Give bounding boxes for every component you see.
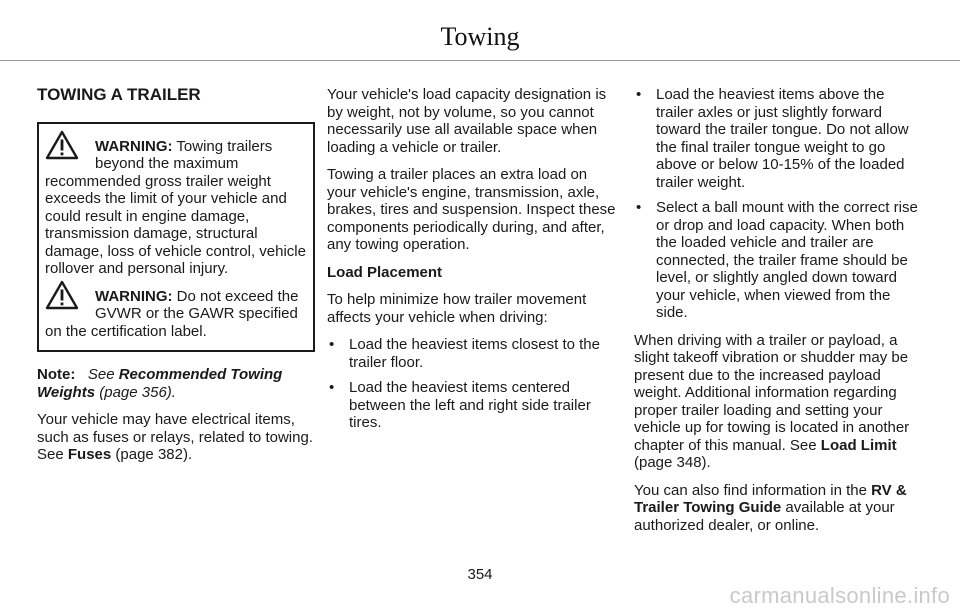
fuses-page-ref: (page 382). [115,446,193,463]
load-guidelines-list [634,86,924,322]
extra-load-paragraph: Towing a trailer places an extra load on your vehicle's engine, transmission, axle, brakes, tires and suspension. Inspect these components periodically during, and after, any towing operation. [327,166,616,253]
list-item: • Load the heaviest items centered between the left and right side trailer tires. [327,379,618,432]
rv-guide-suffix: available at your authorized dealer, or online. [634,499,895,534]
note-label: Note: [37,366,76,383]
page-number: 354 [467,566,493,583]
link-load-limit[interactable]: Load Limit [820,436,897,454]
rv-trailer-towing-guide: RV & Trailer Towing Guide [634,481,907,516]
warning-triangle-icon [45,130,95,158]
vibration-text: When driving with a trailer or payload, a slight takeoff vibration or shudder may be present due to the increased payload weight. Additional information regarding proper trailer loading and setting your vehicle up for towing is located in another chapter of this manual. See [634,331,910,454]
minimize-movement-paragraph: To help minimize how trailer movement affects your vehicle when driving: [327,291,587,326]
note-paragraph [37,366,315,401]
section-title: TOWING A TRAILER [37,85,201,104]
warning-1-lead: Towing trailers [176,137,273,155]
load-limit-page-ref: (page 348). [634,454,711,471]
warning-2-label: WARNING: [95,287,173,305]
note-page-ref: (page 356). [99,383,176,401]
warning-1 [45,138,307,278]
column-middle [327,86,618,442]
warning-box [37,122,315,353]
warning-1-label: WARNING: [95,137,173,155]
electrical-items-paragraph [37,411,315,464]
warning-2 [45,288,307,341]
column-right [634,86,924,544]
link-fuses[interactable]: Fuses [67,446,112,463]
vibration-paragraph [634,332,924,472]
warning-1-text: beyond the maximum recommended gross trailer weight exceeds the limit of your vehicle and could result in engine damage, transmission damage, structural damage, loss of vehicle control, vehicle rollover and personal injury. [45,155,306,277]
warning-2-text: GVWR or the GAWR specified on the certification label. [45,305,298,340]
list-item: • Load the heaviest items above the trailer axles or just slightly forward toward the trailer tongue. Do not allow the final trailer tongue weight to go above or below 10-15% of the loaded trailer weight. [634,86,924,191]
watermark: carmanualsonline.info [729,583,950,608]
rv-guide-paragraph [634,482,924,535]
rv-guide-prefix: You can also find information in the [634,481,867,499]
page-header-title: Towing [440,22,520,51]
load-capacity-paragraph: Your vehicle's load capacity designation is by weight, not by volume, so you cannot necessarily use all available space when loading a vehicle or trailer. [327,86,607,156]
column-left [37,86,315,474]
electrical-items-text: Your vehicle may have electrical items, such as fuses or relays, related to towing. See [37,411,313,463]
note-see: See [87,366,115,383]
warning-2-lead: Do not exceed the [176,287,299,305]
warning-triangle-icon [45,280,95,308]
load-placement-list [327,336,618,432]
header-divider [0,60,960,61]
load-placement-heading: Load Placement [327,263,443,281]
note-link-recommended-towing-weights[interactable]: Recommended Towing Weights [37,366,283,401]
list-item: • Load the heaviest items closest to the trailer floor. [327,336,618,371]
list-item: • Select a ball mount with the correct rise or drop and load capacity. When both the loaded vehicle and trailer are connected, the trailer frame should be level, or slightly angled down toward your vehicle, when viewed from the side. [634,199,924,322]
